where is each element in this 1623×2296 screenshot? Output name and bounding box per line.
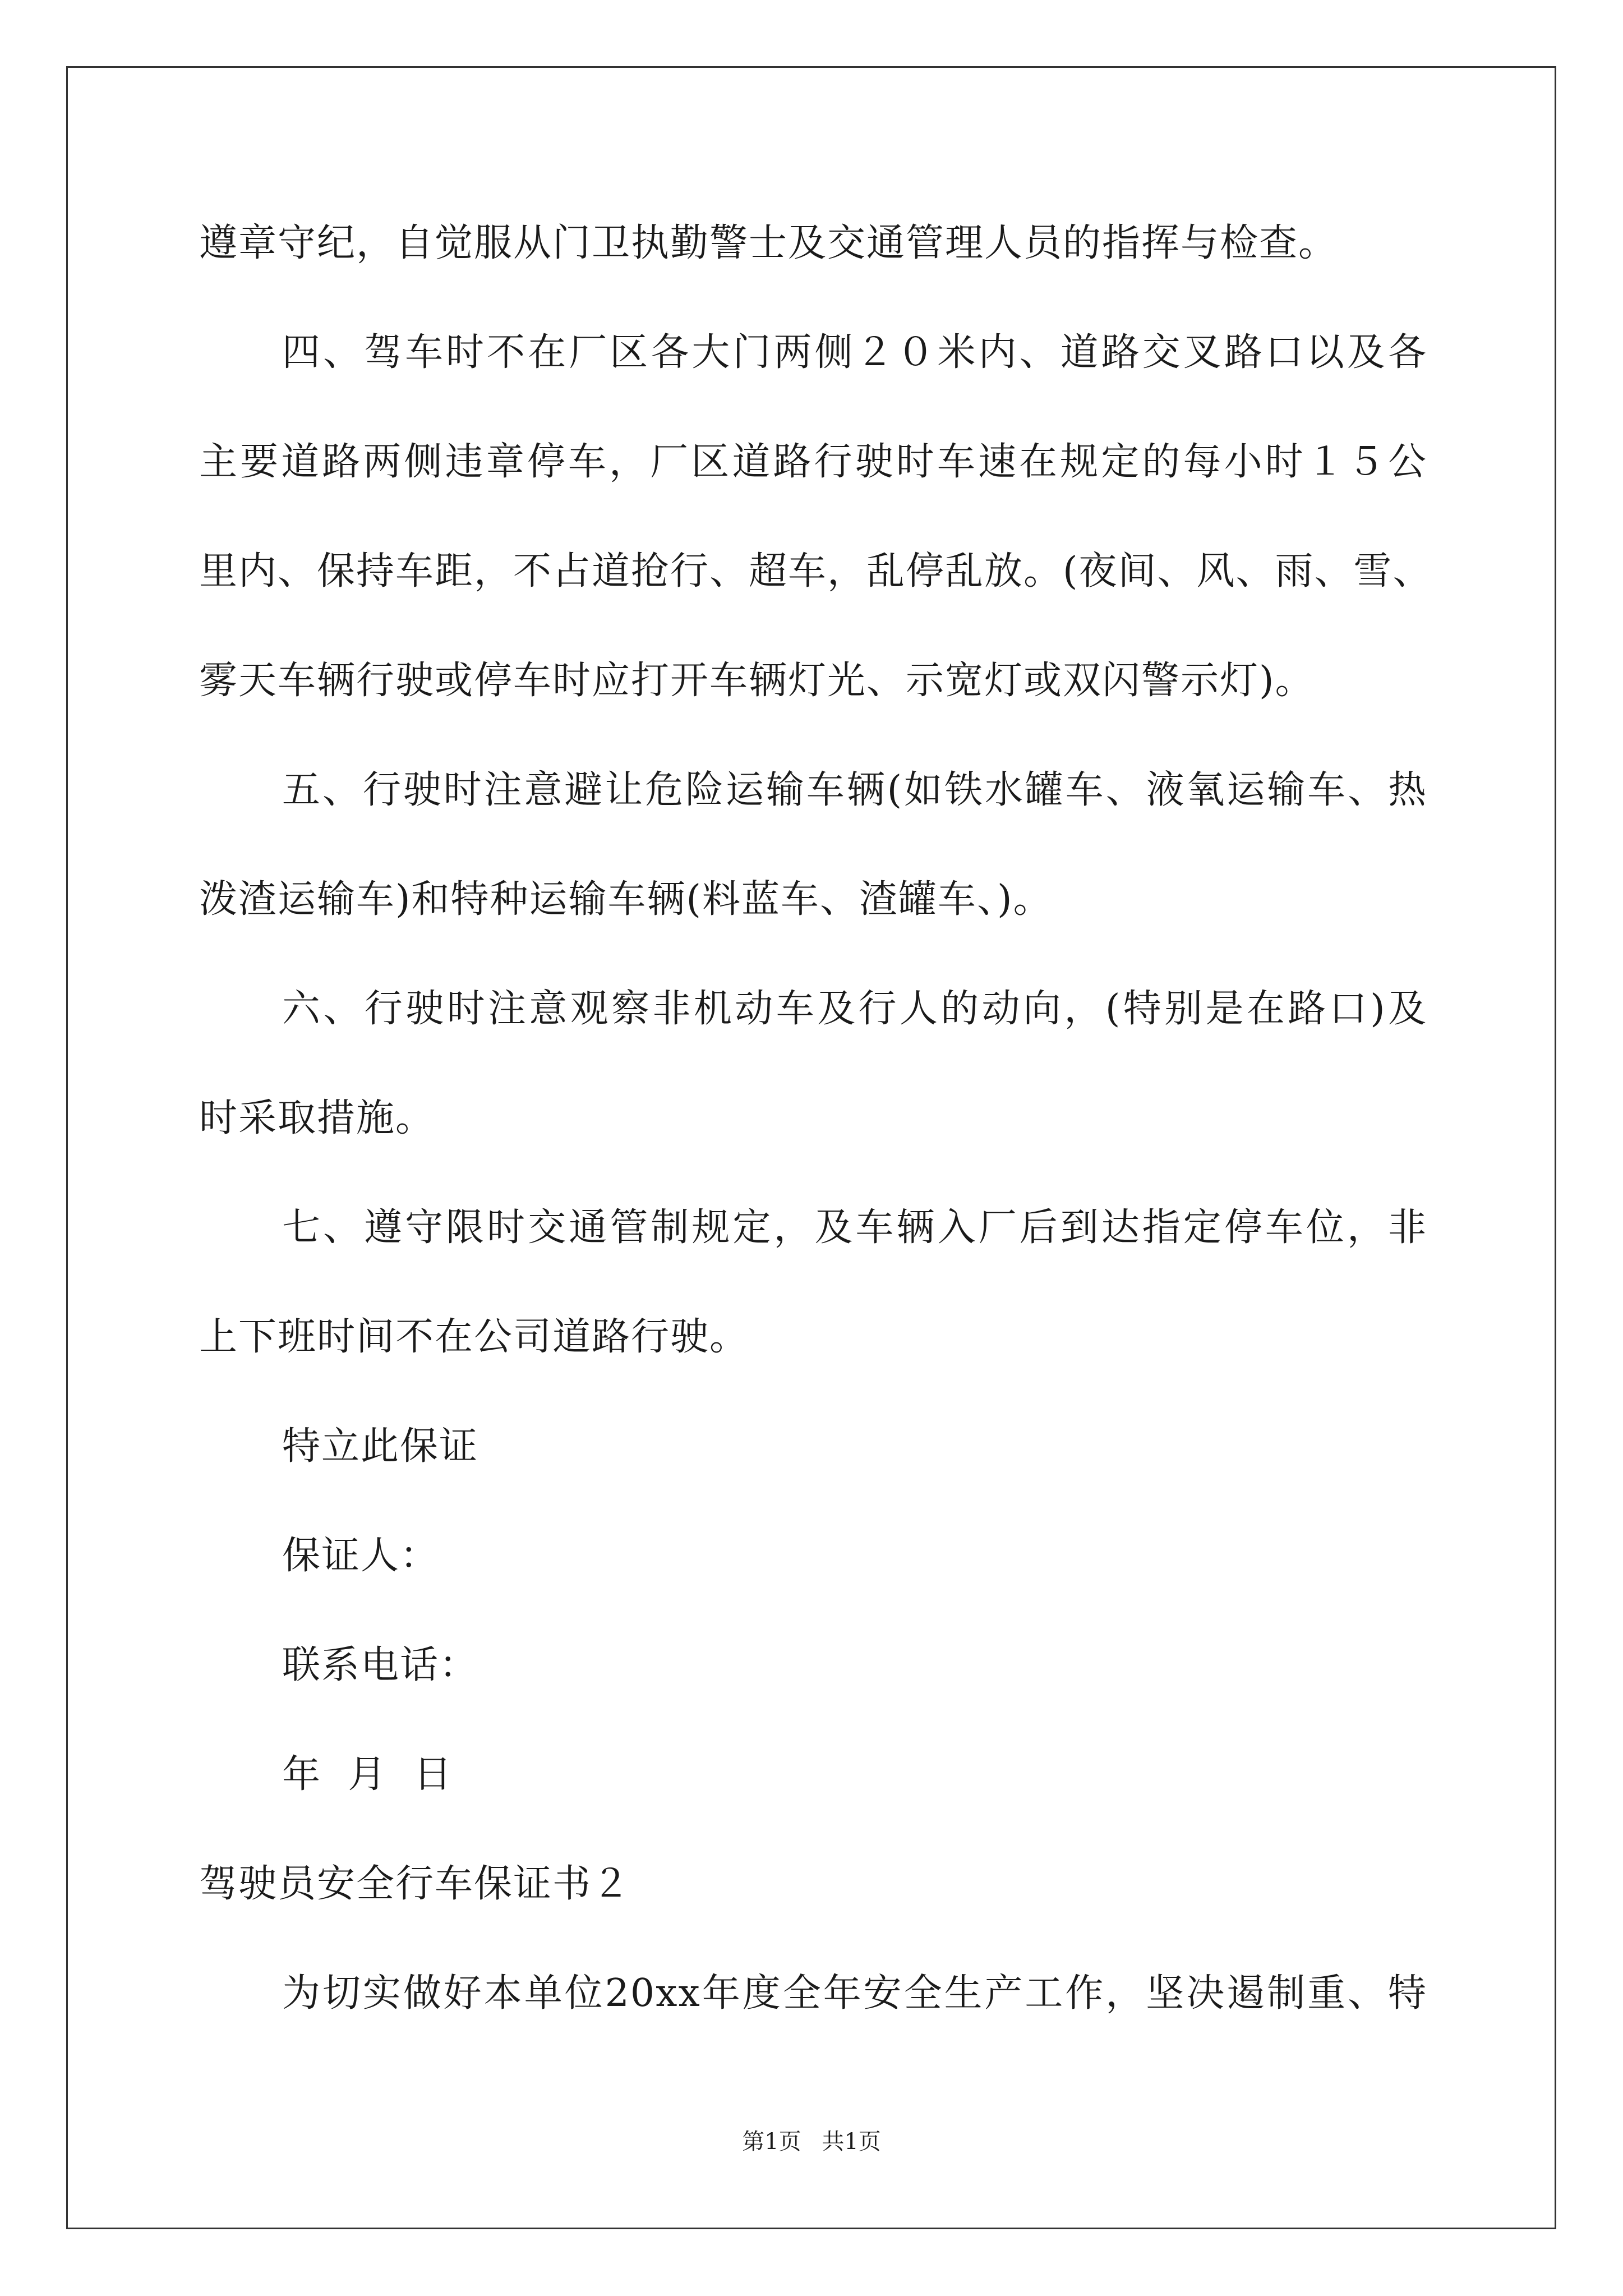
- page-footer: [0, 2131, 1623, 2153]
- contact-phone-label: 联系电话：: [282, 1643, 479, 1687]
- paragraph-line: 遵章守纪，自觉服从门卫执勤警士及交通管理人员的指挥与检查。: [199, 221, 1338, 265]
- date-label: 年 月 日: [282, 1752, 453, 1797]
- paragraph-line: 七、遵守限时交通管制规定，及车辆入厂后到达指定停车位，非: [282, 1205, 1427, 1250]
- paragraph-line: 上下班时间不在公司道路行驶。: [199, 1315, 749, 1359]
- paragraph-line: 时采取措施。: [199, 1096, 435, 1140]
- paragraph-line: 里内、保持车距，不占道抢行、超车，乱停乱放。(夜间、风、雨、雪、: [199, 549, 1432, 593]
- section-heading: 驾驶员安全行车保证书２: [199, 1862, 631, 1906]
- paragraph-line: 雾天车辆行驶或停车时应打开车辆灯光、示宽灯或双闪警示灯)。: [199, 659, 1315, 703]
- page-total: 共1页: [822, 2129, 881, 2155]
- paragraph-line: 六、行驶时注意观察非机动车及行人的动向，(特别是在路口)及: [282, 987, 1427, 1031]
- guarantor-label: 保证人：: [282, 1534, 440, 1578]
- paragraph-line: 四、驾车时不在厂区各大门两侧２０米内、道路交叉路口以及各: [282, 330, 1427, 375]
- paragraph-line: 泼渣运输车)和特种运输车辆(料蓝车、渣罐车、)。: [199, 877, 1053, 922]
- page-number: 第1页: [742, 2129, 801, 2155]
- closing-statement: 特立此保证: [282, 1424, 479, 1469]
- paragraph-line: 主要道路两侧违章停车，厂区道路行驶时车速在规定的每小时１５公: [199, 440, 1427, 484]
- paragraph-line: 五、行驶时注意避让危险运输车辆(如铁水罐车、液氧运输车、热: [282, 768, 1427, 812]
- paragraph-line: 为切实做好本单位20xx年度全年安全生产工作，坚决遏制重、特: [282, 1971, 1427, 2016]
